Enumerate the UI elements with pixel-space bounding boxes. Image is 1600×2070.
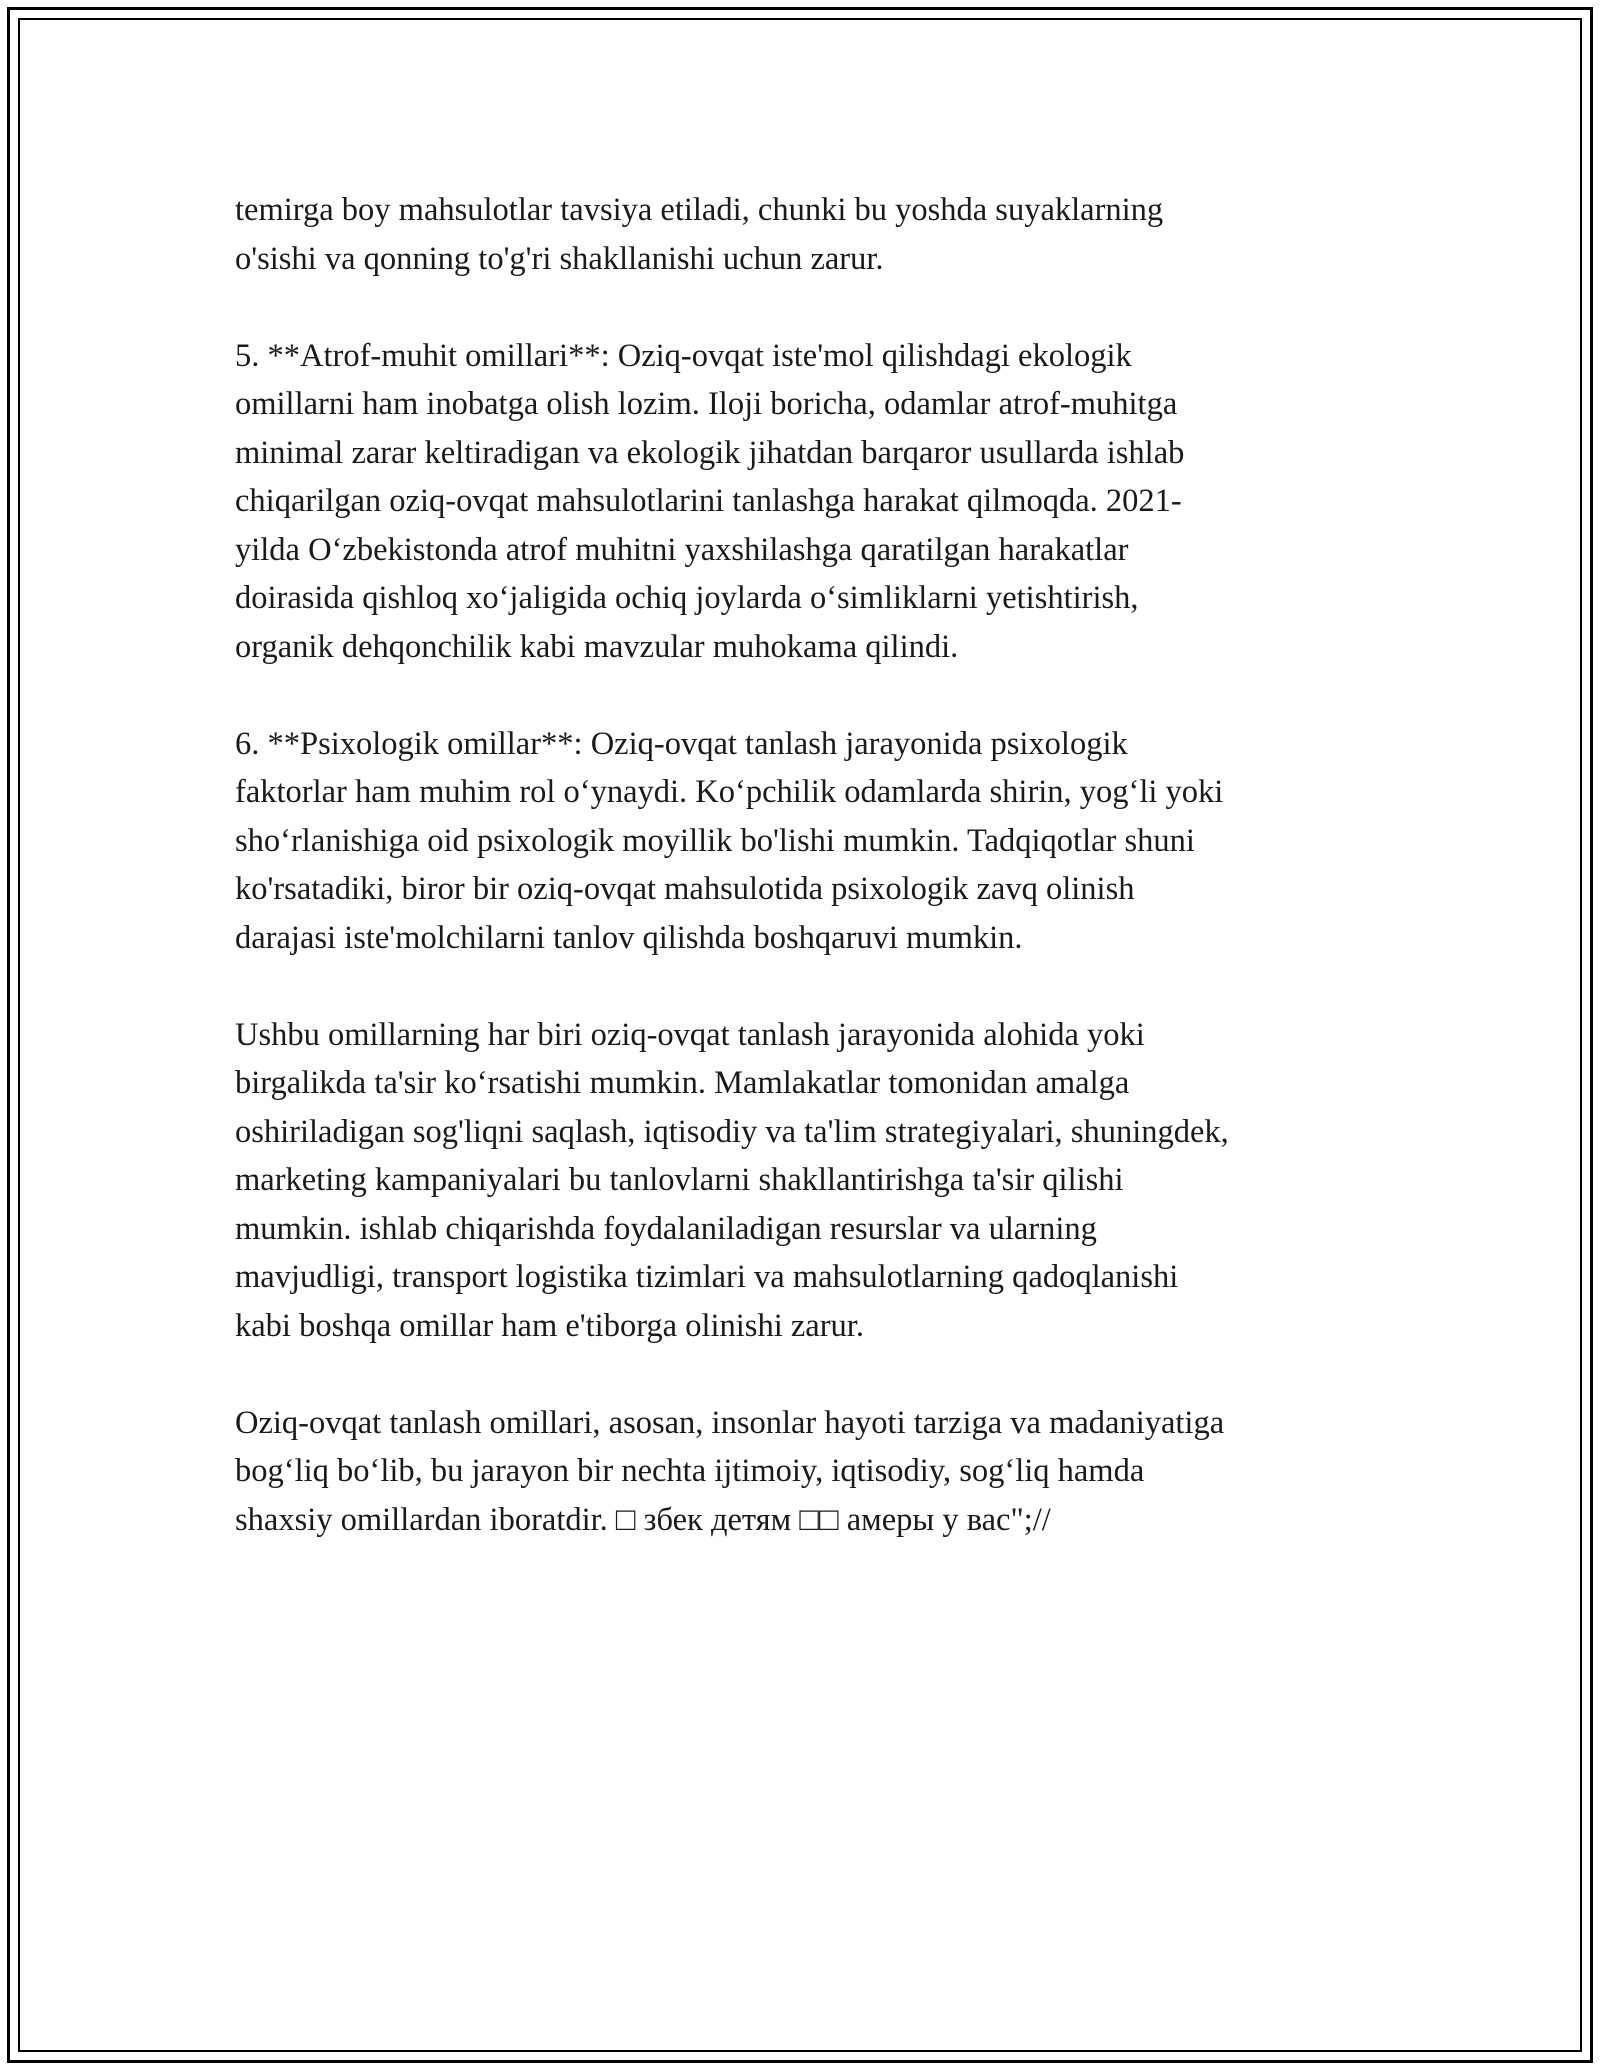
paragraph-calcium-iron: temirga boy mahsulotlar tavsiya etiladi, chunki bu yoshda suyaklarning o'sishi va qonning to'g'ri shakllanishi uchun zarur. bbox=[235, 192, 1164, 277]
paragraph-combined-influence: Ushbu omillarning har biri oziq-ovqat tanlash jarayonida alohida yoki birgalikda ta'sir ko‘rsatishi mumkin. Mamlakatlar tomonidan amalga oshiriladigan sog'liqni saqlash, iqtisodiy va ta'lim strategiyalari, shuningdek, marketing kampaniyalari bu tanlovlarni shakllantirishga ta'sir qilishi mumkin. ishlab chiqarishda foydalaniladigan resurslar va ularning mavjudligi, transport logistika tizimlari va mahsulotlarning qadoqlanishi kabi boshqa omillar ham e'tiborga olinishi zarur. bbox=[235, 1016, 1229, 1344]
paragraph-psychological-factors: 6. **Psixologik omillar**: Oziq-ovqat tanlash jarayonida psixologik faktorlar ham muhim rol o‘ynaydi. Ko‘pchilik odamlarda shirin, yog‘li yoki sho‘rlanishiga oid psixologik moyillik bo'lishi mumkin. Tadqiqotlar shuni ko'rsatadiki, biror bir oziq-ovqat mahsulotida psixologik zavq olinish darajasi iste'molchilarni tanlov qilishda boshqaruvi mumkin. bbox=[235, 725, 1224, 956]
paragraph-conclusion: Oziq-ovqat tanlash omillari, asosan, insonlar hayoti tarziga va madaniyatiga bog‘liq bo‘lib, bu jarayon bir nechta ijtimoiy, iqtisodiy, sog‘liq hamda shaxsiy omillardan iboratdir. □ збек детям □□ амеры у вас";// bbox=[235, 1404, 1225, 1538]
document-body bbox=[235, 186, 1375, 1544]
paragraph-environmental-factors: 5. **Atrof-muhit omillari**: Oziq-ovqat iste'mol qilishdagi ekologik omillarni ham inobatga olish lozim. Iloji boricha, odamlar atrof-muhitga minimal zarar keltiradigan va ekologik jihatdan barqaror usullarda ishlab chiqarilgan oziq-ovqat mahsulotlarini tanlashga harakat qilmoqda. 2021- yilda O‘zbekistonda atrof muhitni yaxshilashga qaratilgan harakatlar doirasida qishloq xo‘jaligida ochiq joylarda o‘simliklarni yetishtirish, organik dehqonchilik kabi mavzular muhokama qilindi. bbox=[235, 337, 1185, 665]
